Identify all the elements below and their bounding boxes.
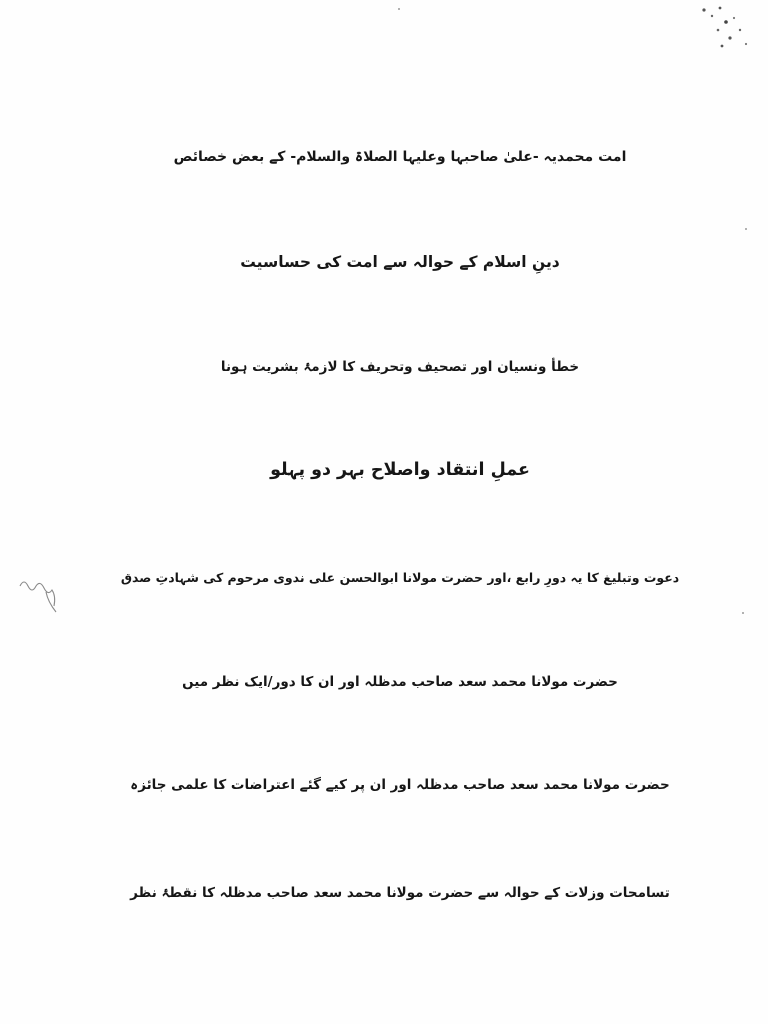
scan-dot	[742, 612, 744, 614]
heading-criticism-reform: عملِ انتقاد واصلاح بہر دو پہلو	[270, 460, 530, 480]
margin-scribble	[16, 572, 66, 616]
scan-dot	[745, 228, 747, 230]
scan-noise-specks	[690, 0, 760, 60]
heading-objections-review: حضرت مولانا محمد سعد صاحب مدظلہ اور ان پر کیے گئے اعتراضات کا علمی جائزہ	[130, 777, 670, 793]
heading-ummah-sensitivity: دینِ اسلام کے حوالہ سے امت کی حساسیت	[240, 253, 560, 271]
heading-maulana-saad-era: حضرت مولانا محمد سعد صاحب مدظلہ اور ان کا دور/ایک نظر میں	[182, 674, 618, 690]
heading-ummah-characteristics: امت محمدیہ -علیٰ صاحبہا وعلیہا الصلاۃ والسلام- کے بعض خصائص	[173, 149, 627, 165]
scan-dot	[398, 8, 400, 10]
heading-fourth-era-dawah: دعوت وتبلیغ کا یہ دورِ رابع ،اور حضرت مولانا ابوالحسن علی ندوی مرحوم کی شہادتِ صدق	[120, 570, 680, 585]
heading-human-error: خطأ ونسیان اور تصحیف وتحریف کا لازمۂ بشریت ہونا	[220, 359, 580, 375]
heading-viewpoint-on-lapses: تسامحات وزلات کے حوالہ سے حضرت مولانا محمد سعد صاحب مدظلہ کا نقطۂ نظر	[130, 885, 670, 901]
